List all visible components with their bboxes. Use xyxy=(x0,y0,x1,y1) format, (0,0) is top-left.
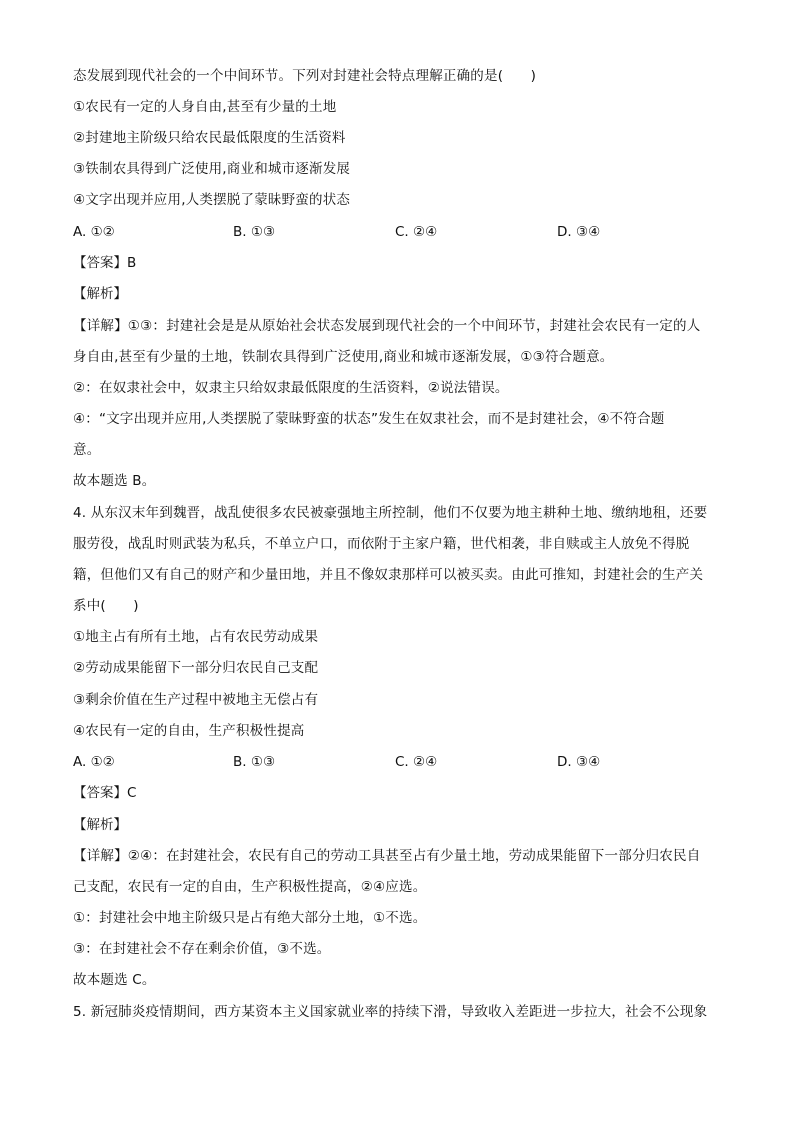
q5-stem-start: 5. 新冠肺炎疫情期间，西方某资本主义国家就业率的持续下滑，导致收入差距进一步拉大，社会不公现象 xyxy=(73,1004,708,1020)
q4-option-c: C. ②④ xyxy=(395,754,438,770)
q4-analysis-heading: 【解析】 xyxy=(73,817,127,833)
q4-item-1: ①地主占有所有土地，占有农民劳动成果 xyxy=(73,629,319,645)
q4-explain-5: 故本题选 C。 xyxy=(73,972,156,988)
q4-stem-4: 系中( ) xyxy=(73,598,139,614)
q4-stem-1: 4. 从东汉末年到魏晋，战乱使很多农民被豪强地主所控制，他们不仅要为地主耕种土地、缴纳地租，还要 xyxy=(73,505,708,521)
q4-answer: 【答案】C xyxy=(73,785,137,801)
q4-item-4: ④农民有一定的自由，生产积极性提高 xyxy=(73,723,305,739)
q4-explain-2: 己支配，农民有一定的自由，生产积极性提高，②④应选。 xyxy=(73,879,427,895)
q4-explain-3: ①：封建社会中地主阶级只是占有绝大部分土地，①不选。 xyxy=(73,910,427,926)
q3-explain-1: 【详解】①③：封建社会是是从原始社会状态发展到现代社会的一个中间环节，封建社会农民有一定的人 xyxy=(73,318,701,334)
q3-explain-2: 身自由,甚至有少量的土地，铁制农具得到广泛使用,商业和城市逐渐发展，①③符合题意。 xyxy=(73,349,614,365)
q3-explain-6: 故本题选 B。 xyxy=(73,473,156,489)
q3-explain-4: ④：“文字出现并应用,人类摆脱了蒙昧野蛮的状态”发生在奴隶社会，而不是封建社会，④不符合题 xyxy=(73,411,665,427)
q3-item-3: ③铁制农具得到广泛使用,商业和城市逐渐发展 xyxy=(73,161,351,177)
q3-explain-5: 意。 xyxy=(73,442,101,458)
q3-option-a: A. ①② xyxy=(73,224,115,240)
q4-stem-2: 服劳役，战乱时则武装为私兵，不单立户口，而依附于主家户籍，世代相袭，非自赎或主人放免不得脱 xyxy=(73,536,690,552)
q3-explain-3: ②：在奴隶社会中，奴隶主只给奴隶最低限度的生活资料，②说法错误。 xyxy=(73,380,509,396)
q4-stem-3: 籍，但他们又有自己的财产和少量田地，并且不像奴隶那样可以被买卖。由此可推知，封建社会的生产关 xyxy=(73,567,704,583)
q4-option-d: D. ③④ xyxy=(557,754,601,770)
q4-explain-4: ③：在封建社会不存在剩余价值，③不选。 xyxy=(73,941,331,957)
q4-options xyxy=(73,752,733,772)
q3-item-1: ①农民有一定的人身自由,甚至有少量的土地 xyxy=(73,99,337,115)
q3-item-2: ②封建地主阶级只给农民最低限度的生活资料 xyxy=(73,130,346,146)
q4-explain-1: 【详解】②④：在封建社会，农民有自己的劳动工具甚至占有少量土地，劳动成果能留下一部分归农民自 xyxy=(73,848,701,864)
q3-options xyxy=(73,222,733,242)
q3-analysis-heading: 【解析】 xyxy=(73,286,127,302)
q3-option-d: D. ③④ xyxy=(557,224,601,240)
q4-option-b: B. ①③ xyxy=(233,754,276,770)
q3-stem-tail: 态发展到现代社会的一个中间环节。下列对封建社会特点理解正确的是( ) xyxy=(73,68,537,84)
q3-option-c: C. ②④ xyxy=(395,224,438,240)
q3-answer: 【答案】B xyxy=(73,255,137,271)
q4-option-a: A. ①② xyxy=(73,754,115,770)
q4-item-3: ③剩余价值在生产过程中被地主无偿占有 xyxy=(73,692,319,708)
q4-item-2: ②劳动成果能留下一部分归农民自己支配 xyxy=(73,660,319,676)
q3-item-4: ④文字出现并应用,人类摆脱了蒙昧野蛮的状态 xyxy=(73,192,351,208)
q3-option-b: B. ①③ xyxy=(233,224,276,240)
